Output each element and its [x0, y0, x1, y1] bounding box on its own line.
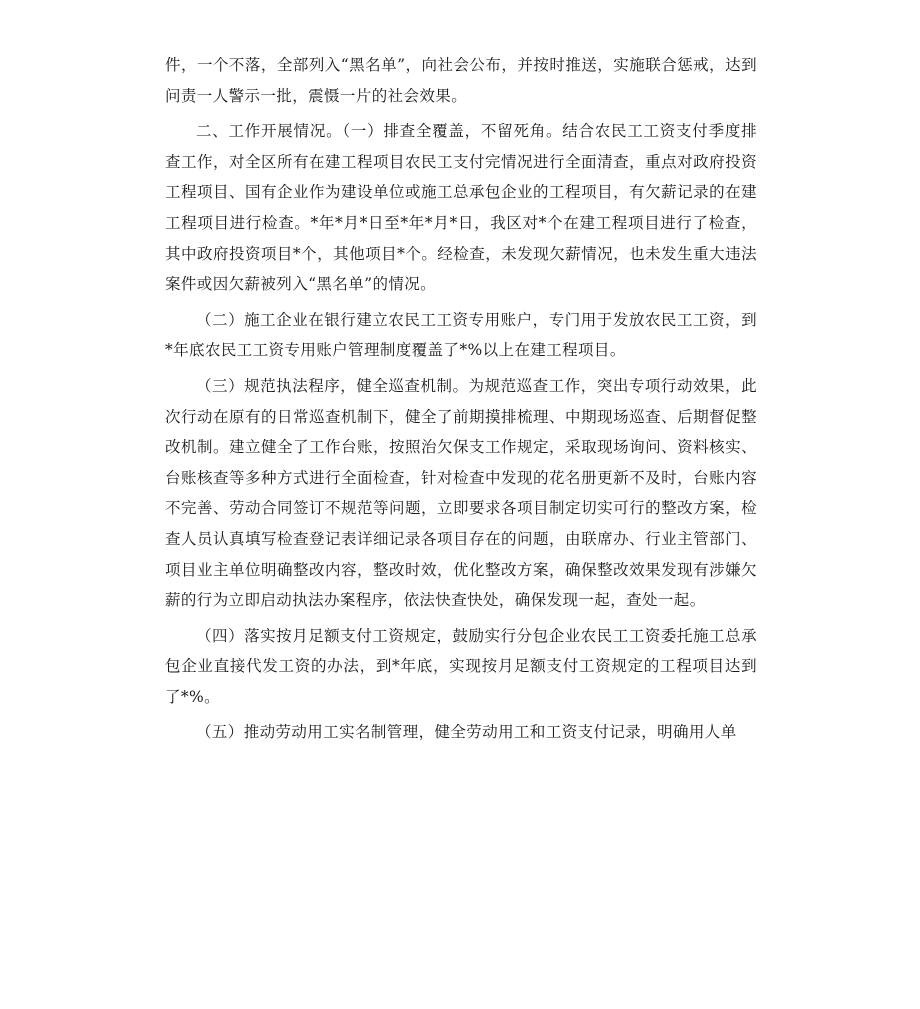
document-body — [165, 50, 757, 753]
paragraph-item-3: （三）规范执法程序，健全巡查机制。为规范巡查工作，突出专项行动效果，此次行动在原有的日常巡查机制下，健全了前期摸排梳理、中期现场巡查、后期督促整改机制。建立健全了工作台账，按照治欠保支工作规定，采取现场询问、资料核实、台账核查等多种方式进行全面检查，针对检查中发现的花名册更新不及时，台账内容不完善、劳动合同签订不规范等问题，立即要求各项目制定切实可行的整改方案，检查人员认真填写检查登记表详细记录各项目存在的问题，由联席办、行业主管部门、项目业主单位明确整改内容，整改时效，优化整改方案，确保整改效果发现有涉嫌欠薪的行为立即启动执法办案程序，依法快查快处，确保发现一起，查处一起。 — [165, 376, 757, 610]
paragraph-item-5: （五）推动劳动用工实名制管理，健全劳动用工和工资支付记录，明确用人单 — [196, 723, 737, 742]
paragraph-work-status: 二、工作开展情况。（一）排查全覆盖，不留死角。结合农民工工资支付季度排查工作，对全区所有在建工程项目农民工支付完情况进行全面清查，重点对政府投资工程项目、国有企业作为建设单位或施工总承包企业的工程项目，有欠薪记录的在建工程项目进行检查。*年*月*日至*年*月*日，我区对*个在建工程项目进行了检查，其中政府投资项目*个，其他项目*个。经检查，未发现欠薪情况，也未发生重大违法案件或因欠薪被列入“黑名单”的情况。 — [165, 122, 757, 294]
paragraph-item-2: （二）施工企业在银行建立农民工工资专用账户，专门用于发放农民工工资，到*年底农民工工资专用账户管理制度覆盖了*%以上在建工程项目。 — [165, 310, 757, 360]
paragraph-item-4: （四）落实按月足额支付工资规定，鼓励实行分包企业农民工工资委托施工总承包企业直接代发工资的办法，到*年底，实现按月足额支付工资规定的工程项目达到了*%。 — [165, 626, 757, 706]
paragraph-continuation: 件，一个不落，全部列入“黑名单”，向社会公布，并按时推送，实施联合惩戒，达到问责一人警示一批，震慑一片的社会效果。 — [165, 56, 757, 105]
